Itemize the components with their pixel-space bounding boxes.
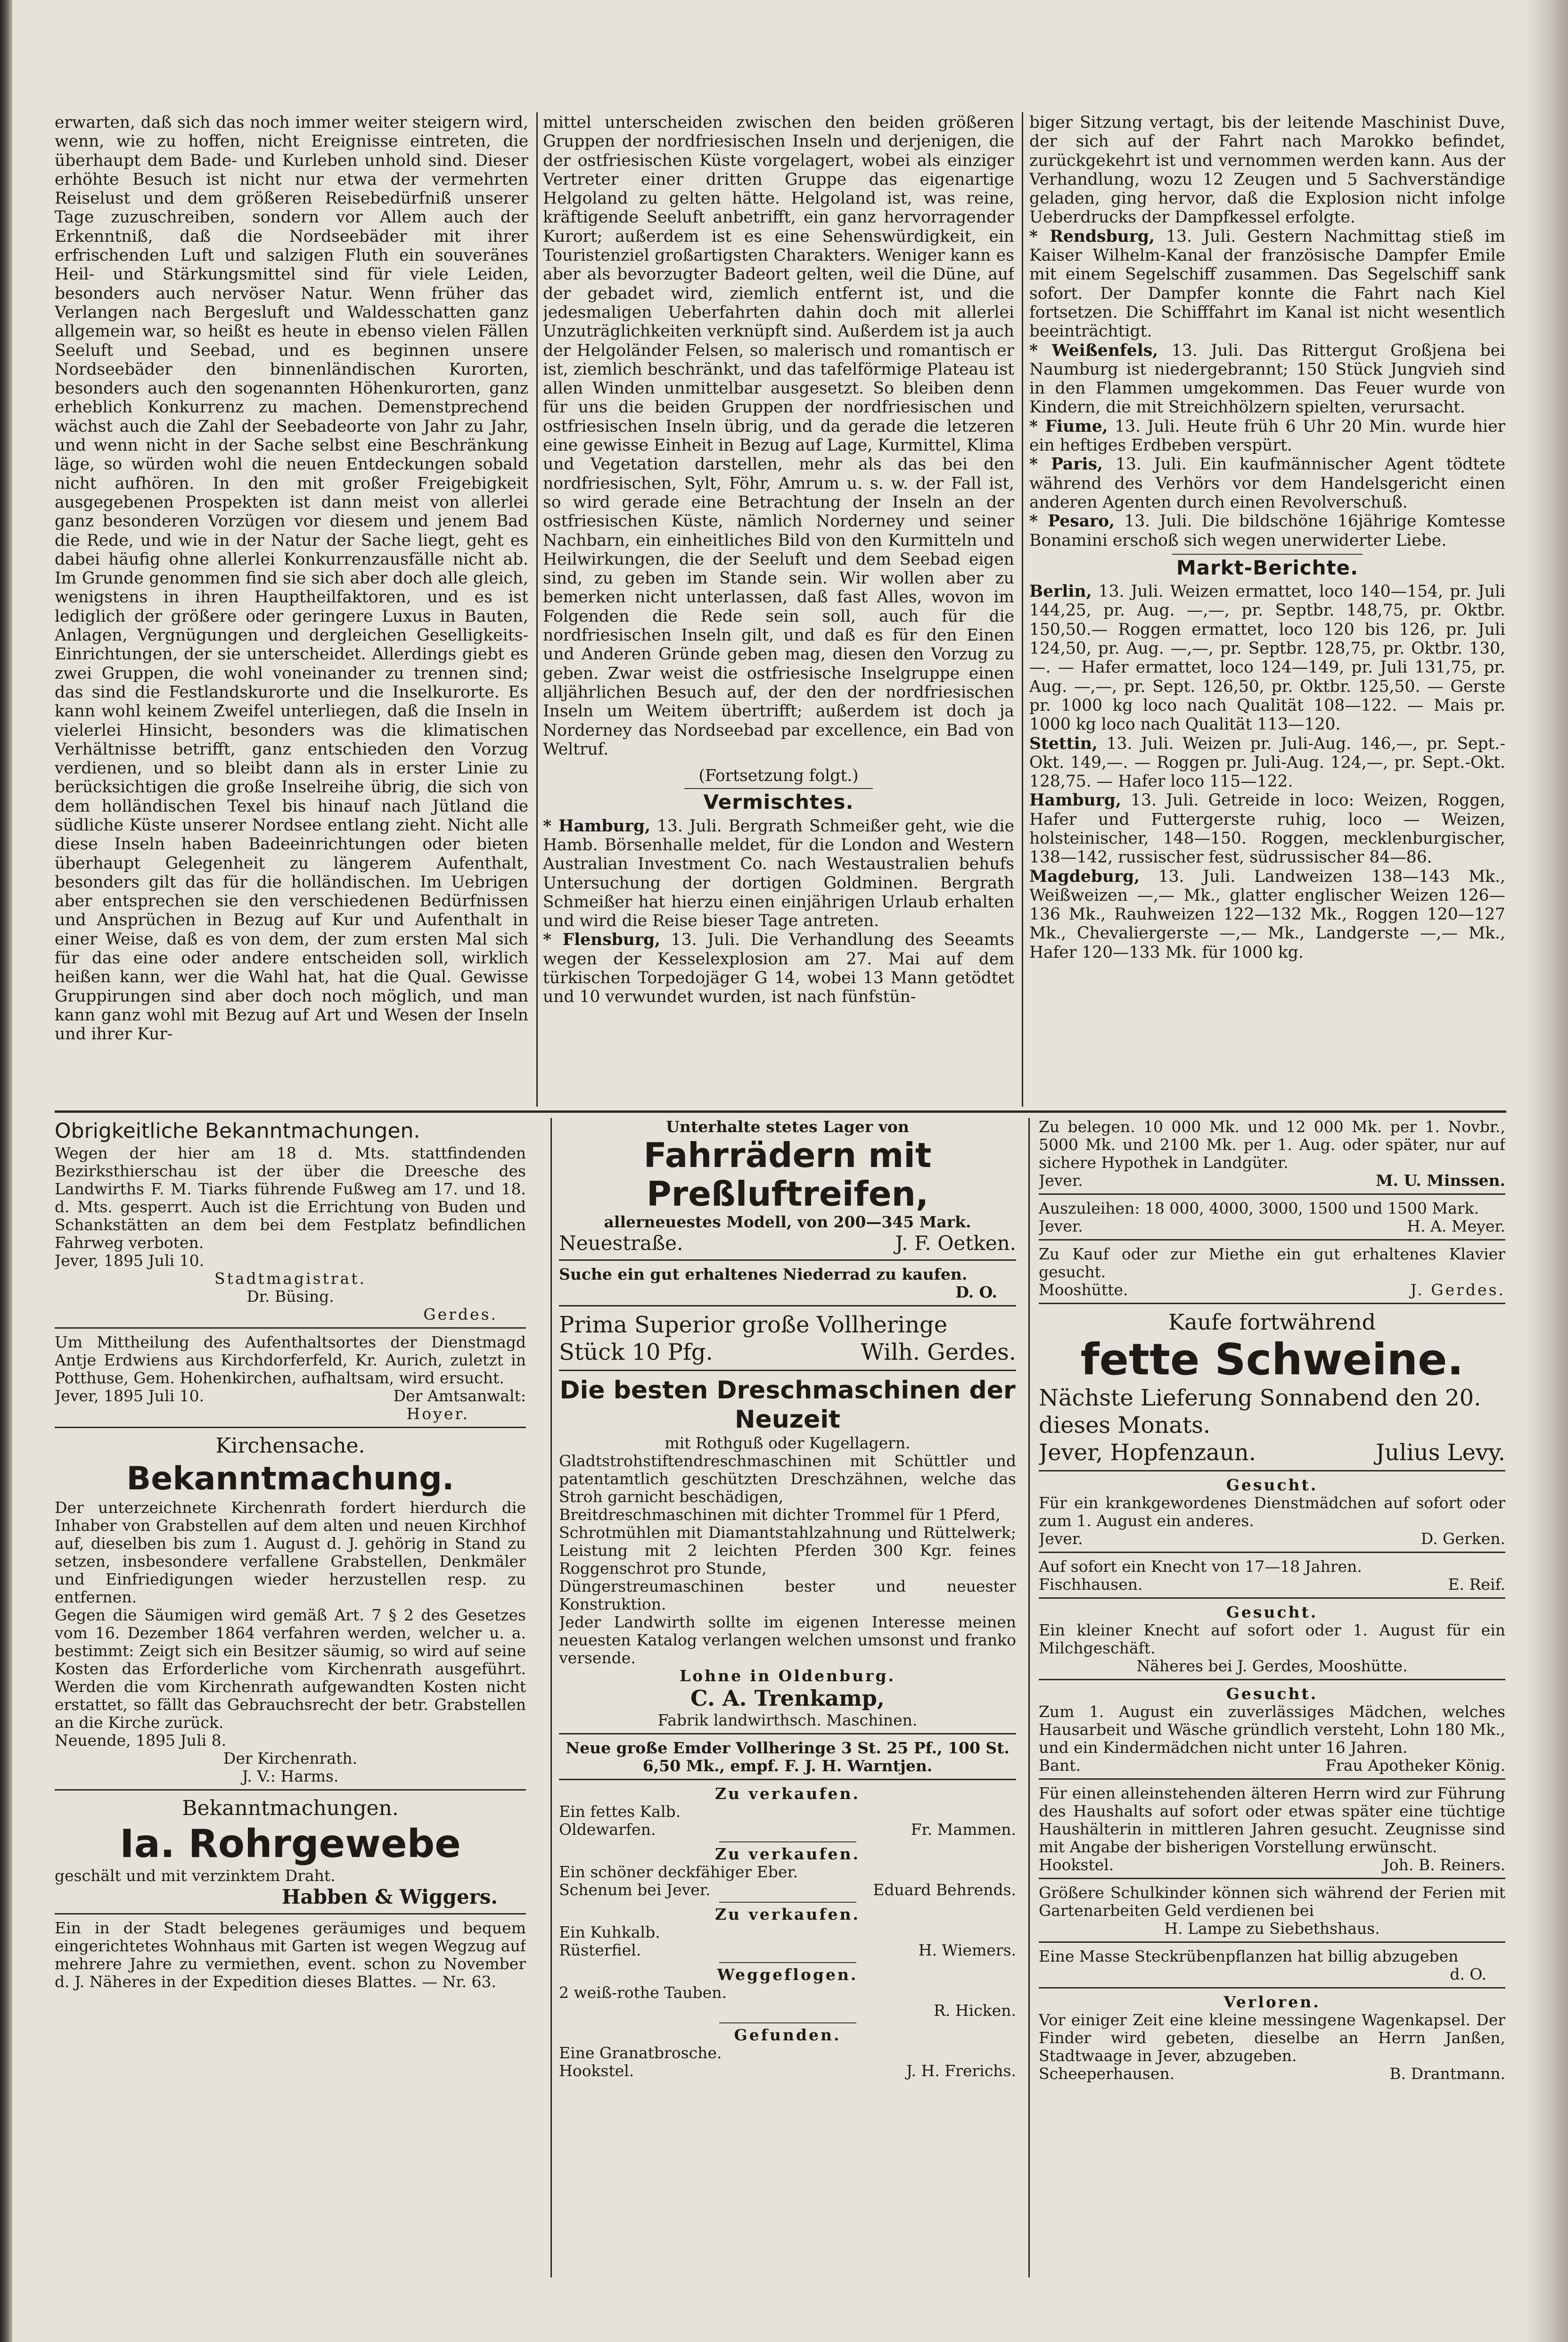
news-item-fiume	[1029, 417, 1505, 455]
ad-signature: D. Gerken.	[1420, 1529, 1505, 1548]
news-item-rendsburg	[1029, 227, 1505, 341]
classified-place: Hookstel.	[559, 2062, 634, 2080]
classified-signature: H. Wiemers.	[918, 1941, 1016, 1959]
bicycle-ad	[559, 1118, 1016, 1261]
news-text: 13. Juli. Das Rittergut Großjena bei Naumburg ist niedergebrannt; 150 Stück Jungvieh sind in den Flammen umgekommen. Das Feuer wurde von Kindern, die mit Streichhölzern spielten, verursacht.	[1029, 341, 1505, 417]
ad-text: Vor einiger Zeit eine kleine messingene Wagenkapsel. Der Finder wird gebeten, dieselbe an Herrn Janßen, Stadtwaage in Jever, abzugeben.	[1039, 2011, 1505, 2065]
classified-text: 2 weiß-rothe Tauben.	[559, 1983, 727, 2002]
ad-text: Ein kleiner Knecht auf sofort oder 1. August für ein Milchgeschäft.	[1039, 1621, 1505, 1657]
ad-text: Auf sofort ein Knecht von 17—18 Jahren.	[1039, 1557, 1362, 1576]
ad-signature: Habben & Wiggers.	[281, 1885, 498, 1908]
ad-place: Jever, Hopfenzaun.	[1039, 1439, 1256, 1466]
ad-text: Für einen alleinstehenden älteren Herrn wird zur Führung des Haushalts auf sofort oder etwas später eine tüchtige Haushälterin in mittleren Jahren gesucht. Zeugnisse sind mit Angabe der bisherigen Vorstellung erwünscht.	[1039, 1784, 1505, 1856]
article-column-1	[55, 113, 528, 1108]
church-notice	[55, 1433, 526, 1791]
notice-signature: Stadtmagistrat.	[214, 1269, 366, 1288]
ad-text: Schrotmühlen mit Diamantstahlzahnung und Rüttelwerk; Leistung mit 2 leichten Pferden 300 Kgr. feines Roggenschrot pro Stunde,	[559, 1523, 1016, 1578]
news-item-hamburg	[543, 817, 1014, 931]
classified-title: Gesucht.	[1226, 1603, 1318, 1621]
ad-text: Prima Superior große Vollheringe	[559, 1312, 948, 1338]
ad-signature: Wilh. Gerdes.	[861, 1339, 1016, 1365]
ad-text: Eine Masse Steckrübenpflanzen hat billig abzugeben	[1039, 1947, 1459, 1965]
news-text-continued: biger Sitzung vertagt, bis der leitende Maschinist Duve, der sich auf der Fahrt nach Marokko befindet, zurückgekehrt ist und vernommen werden kann. Aus der Verhandlung, wozu 12 Zeugen und 5 Sachverständige geladen, ging hervor, daß die Explosion nicht infolge Ueberdrucks der Dampfkessel erfolgte.	[1029, 113, 1505, 227]
classified-signature: Fr. Mammen.	[911, 1820, 1016, 1839]
ad-place: Jever.	[1039, 1217, 1083, 1235]
notice-signature: Der Kirchenrath.	[223, 1749, 358, 1767]
ad-signature: D. O.	[955, 1283, 997, 1301]
dateline: * Pesaro,	[1029, 512, 1115, 531]
news-text: 13. Juli. Gestern Nachmittag stieß im Kaiser Wilhelm-Kanal der französische Dampfer Emile mit einem Segelschiff zusammen. Das Segelschiff sank sofort. Der Dampfer konnte die Fahrt nach Kiel fortsetzen. Die Schifffahrt im Kanal ist nicht wesentlich beeinträchtigt.	[1029, 227, 1505, 341]
ad-signature: Julius Levy.	[1375, 1439, 1505, 1466]
ad-text: Zu belegen. 10 000 Mk. und 12 000 Mk. per 1. Novbr., 5000 Mk. und 2100 Mk. per 1. Aug. oder später, nur auf sichere Hypothek in Landgüter.	[1039, 1118, 1505, 1172]
ad-text: Ein in der Stadt belegenes geräumiges und bequem eingerichtetes Wohnhaus mit Garten ist wegen Wegzug auf mehrere Jahre zu vermiethen, event. schon zu November d. J. Näheres in der Expedition dieses Blattes. — Nr. 63.	[55, 1919, 526, 1991]
market-hamburg	[1029, 791, 1505, 867]
column-divider	[1022, 112, 1023, 1107]
dateline: * Flensburg,	[543, 930, 661, 950]
ad-text: Jeder Landwirth sollte im eigenen Interesse meinen neuesten Katalog verlangen welchen umsonst und franko versende.	[559, 1613, 1016, 1667]
ad-place: Jever.	[1039, 1529, 1083, 1548]
ad-text: allerneuestes Modell, von 200—345 Mark.	[604, 1213, 971, 1231]
ad-text: Unterhalte stetes Lager von	[666, 1118, 909, 1136]
notice-date: Jever, 1895 Juli 10.	[55, 1251, 205, 1270]
notice-signature: Der Amtsanwalt:	[393, 1387, 526, 1405]
schoolchildren-ad	[1039, 1884, 1505, 1943]
ad-text: Stück 10 Pfg.	[559, 1339, 713, 1365]
ad-signature: E. Reif.	[1448, 1575, 1505, 1594]
ad-signature: Joh. B. Reiners.	[1383, 1856, 1505, 1874]
loan-ad	[1039, 1118, 1505, 1195]
ad-place: Hookstel.	[1039, 1856, 1114, 1874]
advertisement-separator-rule	[55, 1110, 1506, 1113]
official-notice	[55, 1118, 526, 1329]
news-item-flensburg	[543, 930, 1014, 1006]
notice-signature: Hoyer.	[406, 1405, 469, 1423]
ad-place: Mooshütte.	[1039, 1281, 1128, 1299]
page-edge-shadow	[1526, 0, 1568, 2342]
classified-title: Verloren.	[1223, 1993, 1321, 2011]
dateline: * Fiume,	[1029, 417, 1108, 436]
dateline: Hamburg,	[1029, 791, 1121, 810]
ad-text: Kaufe fortwährend	[1168, 1309, 1376, 1335]
news-text: 13. Juli. Ein kaufmännischer Agent tödtete während des Verhörs vor dem Handelsgericht einen anderen Agenten durch einen Revolverschuß.	[1029, 455, 1505, 512]
ad-text: Größere Schulkinder können sich während der Ferien mit Gartenarbeiten Geld verdienen bei	[1039, 1883, 1505, 1920]
dateline: * Rendsburg,	[1029, 227, 1155, 246]
notice-text: Um Mittheilung des Aufenthaltsortes der Dienstmagd Antje Erdwiens aus Kirchdorferfeld, Kr. Aurich, zuletzt in Potthuse, Gem. Hohenkirchen, aufhaltsam, wird ersucht.	[55, 1333, 526, 1387]
ad-text: Für ein krankgewordenes Dienstmädchen auf sofort oder zum 1. August ein anderes.	[1039, 1494, 1505, 1530]
ad-text: mit Rothguß oder Kugellagern.	[665, 1434, 911, 1452]
market-berlin	[1029, 582, 1505, 734]
dateline: Berlin,	[1029, 582, 1092, 601]
ad-signature: Fabrik landwirthsch. Maschinen.	[657, 1711, 918, 1729]
article-column-3	[1029, 113, 1505, 1108]
classified-place: Rüsterfiel.	[559, 1941, 641, 1959]
house-rental-ad	[55, 1919, 526, 1991]
ad-signature: C. A. Trenkamp,	[690, 1685, 885, 1711]
notice-date: Neuende, 1895 Juli 8.	[55, 1731, 227, 1750]
market-text: 13. Juli. Weizen pr. Juli-Aug. 146,—, pr. Sept.-Okt. 149,—. — Roggen pr. Juli-Aug. 124,—, pr. Sept.-Okt. 128,75. — Hafer loco 115—122.	[1029, 734, 1505, 791]
column-divider	[550, 1118, 552, 2277]
ad-signature: J. F. Oetken.	[895, 1232, 1016, 1255]
piano-wanted-ad	[1039, 1245, 1505, 1304]
notice-signature: J. V.: Harms.	[242, 1767, 339, 1785]
ads-column-middle	[559, 1118, 1016, 2277]
news-text: 13. Juli. Die Verhandlung des Seeamts wegen der Kesselexplosion am 27. Mai auf dem türkischen Torpedojäger G 14, wobei 13 Mann getödtet und 10 verwundet wurden, ist nach fünfstün-	[543, 930, 1014, 1007]
notice-date: Jever, 1895 Juli 10.	[55, 1387, 205, 1405]
reed-mat-title: Ia. Rohrgewebe	[120, 1822, 461, 1866]
lending-ad	[1039, 1200, 1505, 1241]
notice-text: Wegen der hier am 18 d. Mts. stattfindenden Bezirksthierschau ist der über die Dreesche des Landwirths F. M. Tiarks führende Fußweg am 17. und 18. d. Mts. gesperrt. Auch ist die Errichtung von Buden und Schankstätten an dem bei dem Festplatz befindlichen Fahrweg verboten.	[55, 1144, 526, 1252]
classified-signature: Eduard Behrends.	[873, 1881, 1016, 1899]
column-divider	[536, 112, 538, 1107]
news-text: 13. Juli. Bergrath Schmeißer geht, wie die Hamb. Börsenhalle meldet, für die London and Western Australian Investment Co. nach Westaustralien behufs Untersuchung der dortigen Goldminen. Bergrath Schmeißer hat hierzu einen einjährigen Urlaub erhalten und wird die Reise bieser Tage antreten.	[543, 816, 1014, 931]
official-notices-title: Obrigkeitliche Bekanntmachungen.	[55, 1119, 420, 1143]
article-text-col1: erwarten, daß sich das noch immer weiter steigern wird, wenn, wie zu hoffen, nicht Ereignisse eintreten, die überhaupt dem Bade- und Kurleben unhold sind. Dieser erhöhte Besuch ist nicht nur etwa der vermehrten Reiselust und dem größeren Reisebedürfniß unserer Tage zuzuschreiben, sondern vor Allem auch der Erkenntniß, daß die Nordseebäder mit ihrer erfrischenden Luft und salzigen Fluth ein souveränes Heil- und Stärkungsmittel sind für viele Leiden, besonders auch nervöser Natur. Wenn früher das Verlangen nach Bergesluft und Waldesschatten ganz allgemein war, so heißt es heute in ebenso vielen Fällen Seeluft und Seebad, und es beginnen unsere Nordseebäder den binnenländischen Kurorten, besonders auch den sogenannten Höhenkurorten, ganz erheblich Konkurrenz zu machen. Demenstprechend wächst auch die Zahl der Seebadeorte von Jahr zu Jahr, und wenn nicht in der Sache selbst eine Beschränkung läge, so würden wohl die neuen Entdeckungen sobald nicht aufhören. In den mit großer Freigebigkeit ausgegebenen Prospekten ist dann meist von allerlei ganz besonderen Vorzügen vor diesem und jenem Bad die Rede, und wie in der Natur der Sache liegt, geht es dabei häufig ohne allerlei Konkurrenzausfälle nicht ab. Im Grunde genommen find sie sich aber doch alle gleich, wenigstens in ihren Hauptheilfaktoren, und es ist lediglich der größere oder geringere Luxus in Bauten, Anlagen, Vergnügungen und dergleichen Geselligkeits-Einrichtungen, der sie unterscheidet. Allerdings giebt es zwei Gruppen, die wohl voneinander zu trennen sind; das sind die Festlandskurorte und die Inselkurorte. Es kann wohl keinem Zweifel unterliegen, daß die Inseln in vielerlei Hinsicht, besonders was die klimatischen Verhältnisse betrifft, ganz entschieden den Vorzug verdienen, und so bleibt dann als in erster Linie zu berücksichtigen die große Inselreihe übrig, die sich von dem holländischen Texel bis hinauf nach Jütland die südliche Küste unserer Nordsee entlang zieht. Nicht alle diese Inseln haben Badeeinrichtungen oder bieten überhaupt Gelegenheit zu längerem Aufenthalt, besonders gilt das für die holländischen. Im Uebrigen aber entsprechen sie den verschiedenen Bedürfnissen und Ansprüchen in Bezug auf Kur und Aufenthalt in einer Weise, daß es von dem, der zum ersten Mal sich für das eine oder andere entscheiden soll, wirklich heißen kann, wer die Wahl hat, hat die Qual. Gewisse Gruppirungen sind aber doch noch möglich, und man kann ganz wohl mit Bezug auf Art und Wesen der Inseln und ihrer Kur-	[55, 113, 528, 1044]
ad-address: Neuestraße.	[559, 1232, 683, 1255]
ad-place: Fischhausen.	[1039, 1575, 1143, 1594]
ad-text: Nächste Lieferung Sonnabend den 20. dieses Monats.	[1039, 1385, 1481, 1438]
herring-ad	[559, 1311, 1016, 1371]
dateline: * Paris,	[1029, 455, 1103, 474]
dateline: Stettin,	[1029, 734, 1098, 753]
market-text: 13. Juli. Weizen ermattet, loco 140—154, pr. Juli 144,25, pr. Aug. —,—, pr. Septbr. 148,75, pr. Oktbr. 150,50.— Roggen ermattet, loco 120 bis 126, pr. Juli 124,50, pr. Aug. —,—, pr. Septbr. 128,75, pr. Oktbr. 130,—. — Hafer ermattet, loco 124—149, pr. Juli 131,75, pr. Aug. —,—, pr. Sept. 126,50, pr. Oktbr. 125,50. — Gerste pr. 1000 kg loco nach Qualität 108—122. — Mais pr. 1000 kg loco nach Qualität 113—120.	[1029, 582, 1505, 734]
ad-text: Gladtstrohstiftendreschmaschinen mit Schüttler und patentamtlich geschützten Dreschzähnen, welche das Stroh garnicht beschädigen,	[559, 1452, 1016, 1506]
announcements-title: Bekanntmachungen.	[182, 1796, 399, 1820]
bicycle-title: Fahrrädern mit Preßluftreifen,	[643, 1135, 932, 1214]
bicycle-wanted-ad	[559, 1266, 1016, 1307]
pigs-ad	[1039, 1309, 1505, 1471]
market-text: 13. Juli. Landweizen 138—143 Mk., Weißweizen —,— Mk., glatter englischer Weizen 126—136 Mk., Rauhweizen 122—132 Mk., Roggen 120—127 Mk., Chevaliergerste —,— Mk., Landgerste —,— Mk., Hafer 120—133 Mk. für 1000 kg.	[1029, 867, 1505, 962]
notice-text: Der unterzeichnete Kirchenrath fordert hierdurch die Inhaber von Grabstellen auf dem alten und neuen Kirchhof auf, dieselben bis zum 1. August d. J. gehörig in Stand zu setzen, insbesondere verfallene Grabstellen, Denkmäler und Einfriedigungen wieder herzustellen resp. zu entfernen.	[55, 1498, 526, 1606]
ad-signature: H. A. Meyer.	[1407, 1217, 1505, 1235]
ad-text: Zu Kauf oder zur Miethe ein gut erhaltenes Klavier gesucht.	[1039, 1245, 1505, 1281]
ad-signature: d. O.	[1450, 1965, 1486, 1983]
classified-title: Zu verkaufen.	[714, 1784, 861, 1803]
classified-place: Schenum bei Jever.	[559, 1881, 711, 1899]
notice-signature: Gerdes.	[423, 1305, 498, 1323]
ad-text: geschält und mit verzinktem Draht.	[55, 1866, 336, 1885]
ad-signature: B. Drantmann.	[1389, 2064, 1505, 2083]
column-divider	[1028, 1118, 1030, 2277]
page-spine-shadow	[0, 0, 12, 2342]
pigs-title: fette Schweine.	[1080, 1334, 1464, 1385]
announcement-title: Bekanntmachung.	[126, 1460, 454, 1497]
farmhand-ad	[1039, 1558, 1505, 1599]
ad-signature: H. Lampe zu Siebethshaus.	[1164, 1919, 1380, 1938]
news-item-paris	[1029, 455, 1505, 512]
church-matter-title: Kirchensache.	[215, 1434, 365, 1458]
ad-place: Scheeperhausen.	[1039, 2064, 1175, 2083]
classified-title: Weggeflogen.	[717, 1965, 858, 1984]
notice-text: Gegen die Säumigen wird gemäß Art. 7 § 2 des Gesetzes vom 16. Dezember 1864 verfahren werden, welcher u. a. bestimmt: Zeigt sich ein Besitzer säumig, so wird auf seine Kosten das Erforderliche vom Kirchenrath ausgeführt. Werden die vom Kirchenrath aufgewandten Kosten nicht erstattet, so fällt das Gebrauchsrecht der betr. Grabstellen an die Kirche zurück.	[55, 1606, 526, 1732]
dateline: * Weißenfels,	[1029, 341, 1158, 360]
ads-column-right	[1039, 1118, 1505, 2277]
small-classifieds	[559, 1785, 1016, 2080]
wanted-maid-ad	[1039, 1476, 1505, 1553]
notice-signature: Dr. Büsing.	[246, 1287, 334, 1306]
news-text: 13. Juli. Heute früh 6 Uhr 20 Min. wurde hier ein heftiges Erdbeben verspürt.	[1029, 417, 1505, 455]
girl-wanted-ad	[1039, 1685, 1505, 1780]
housekeeper-ad	[1039, 1784, 1505, 1879]
lost-item-ad	[1039, 1993, 1505, 2083]
market-magdeburg	[1029, 867, 1505, 962]
article-text-col2: mittel unterscheiden zwischen den beiden größeren Gruppen der nordfriesischen Inseln und derjenigen, die der ostfriesischen Küste vorgelagert, wobei als einziger Vertreter einer dritten Gruppe das eigenartige Helgoland zu gelten hätte. Helgoland ist, was reine, kräftigende Seeluft anbetrifft, ein ganz hervorragender Kurort; außerdem ist es eine Sehenswürdigkeit, ein Touristenziel großartigsten Charakters. Weniger kann es aber als bevorzugter Badeort gelten, weil die Düne, auf der gebadet wird, ziemlich entfernt ist, und die jedesmaligen Ueberfahrten dahin doch mit allerlei Unzuträglichkeiten verknüpft sind. Außerdem ist ja auch der Helgoländer Felsen, so malerisch und romantisch er ist, ziemlich beschränkt, und das tafelförmige Plateau ist allen Winden unmittelbar ausgesetzt. So bleiben denn für uns die beiden Gruppen der nordfriesischen und ostfriesischen Inseln übrig, und da gerade die letzeren eine gewisse Einheit in Bezug auf Lage, Kurmittel, Klima und Vegetation darstellen, mehr als das bei den nordfriesischen, Sylt, Föhr, Amrum u. s. w. der Fall ist, so wird gerade eine Betrachtung der Inseln an der ostfriesischen Küste, nämlich Norderney und seiner Nachbarn, ein einheitliches Bild von den Kurmitteln und Heilwirkungen, die der Seeluft und dem Seebad eigen sind, zu geben im Stande sein. Wir wollen aber zu bemerken nicht unterlassen, daß fast Alles, wovon im Folgenden die Rede sein soll, auch für die nordfriesischen Inseln gilt, und daß es für den Einen und Anderen Gründe geben mag, diesen den Vorzug zu geben. Zwar weist die ostfriesische Inselgruppe einen alljährlichen Besuch auf, der den der nordfriesischen Inseln um Weitem übertrifft; außerdem ist doch ja Norderney das Nordseebad par excellence, ein Bad von Weltruf.	[543, 113, 1014, 759]
market-stettin	[1029, 734, 1505, 791]
ad-place: Jever.	[1039, 1171, 1083, 1190]
residence-inquiry-notice	[55, 1333, 526, 1428]
dateline: * Hamburg,	[543, 816, 650, 836]
news-text: 13. Juli. Die bildschöne 16jährige Komtesse Bonamini erschoß sich wegen unerwiderter Liebe.	[1029, 512, 1505, 550]
ad-signature: J. Gerdes.	[1410, 1281, 1505, 1299]
article-column-2	[543, 113, 1014, 1108]
dateline: Magdeburg,	[1029, 867, 1140, 886]
small-farmhand-ad	[1039, 1603, 1505, 1680]
classified-signature: R. Hicken.	[934, 2001, 1016, 2020]
classified-title: Zu verkaufen.	[714, 1905, 861, 1923]
news-item-pesaro	[1029, 512, 1505, 550]
ad-text: Breitdreschmaschinen mit dichter Trommel für 1 Pferd,	[559, 1505, 1001, 1524]
classified-signature: J. H. Frerichs.	[906, 2062, 1016, 2080]
ad-signature: M. U. Minssen.	[1376, 1171, 1505, 1190]
ad-text: Zum 1. August ein zuverlässiges Mädchen, welches Hausarbeit und Wäsche gründlich versteht, Lohn 180 Mk., und ein Kindermädchen nicht unter 16 Jahren.	[1039, 1702, 1505, 1757]
emden-herring-ad	[559, 1739, 1016, 1780]
ad-text: Auszuleihen: 18 000, 4000, 3000, 1500 und 1500 Mark.	[1039, 1199, 1479, 1217]
classified-title: Gesucht.	[1226, 1476, 1318, 1494]
turnip-plants-ad	[1039, 1948, 1505, 1989]
classified-text: Ein schöner deckfähiger Eber.	[559, 1863, 798, 1881]
vermischtes-heading: Vermischtes.	[703, 790, 854, 814]
ads-column-left	[55, 1118, 526, 2277]
ad-signature: Frau Apotheker König.	[1325, 1756, 1505, 1775]
ad-text: Näheres bei J. Gerdes, Mooshütte.	[1136, 1657, 1408, 1675]
threshing-machine-ad	[559, 1376, 1016, 1734]
classified-text: Eine Granatbrosche.	[559, 2044, 722, 2062]
market-reports-heading: Markt-Berichte.	[1176, 556, 1359, 579]
classified-title: Zu verkaufen.	[714, 1845, 861, 1863]
classified-place: Oldewarfen.	[559, 1820, 656, 1839]
ad-place: Bant.	[1039, 1756, 1081, 1775]
classified-text: Ein Kuhkalb.	[559, 1923, 660, 1941]
classified-title: Gefunden.	[734, 2026, 841, 2044]
reed-mat-ad	[55, 1795, 526, 1915]
ad-text: Suche ein gut erhaltenes Niederrad zu kaufen.	[559, 1265, 968, 1283]
classified-text: Ein fettes Kalb.	[559, 1802, 681, 1821]
continued-note: (Fortsetzung folgt.)	[698, 766, 859, 786]
threshing-title: Die besten Dreschmaschinen der Neuzeit	[559, 1376, 1016, 1434]
classified-title: Gesucht.	[1226, 1685, 1318, 1703]
ad-place: Lohne in Oldenburg.	[679, 1667, 896, 1685]
market-text: 13. Juli. Getreide in loco: Weizen, Roggen, Hafer und Futtergerste ruhig, loco — Weizen, holsteinischer, 148—150. Roggen, mecklenburgischer, 138—142, russischer fest, südrussischer 84—86.	[1029, 791, 1505, 867]
ad-text: Düngerstreumaschinen bester und neuester Konstruktion.	[559, 1577, 1016, 1613]
ad-text: Neue große Emder Vollheringe 3 St. 25 Pf., 100 St. 6,50 Mk., empf. F. J. H. Warntjen.	[566, 1739, 1010, 1775]
news-item-weissenfels	[1029, 341, 1505, 417]
